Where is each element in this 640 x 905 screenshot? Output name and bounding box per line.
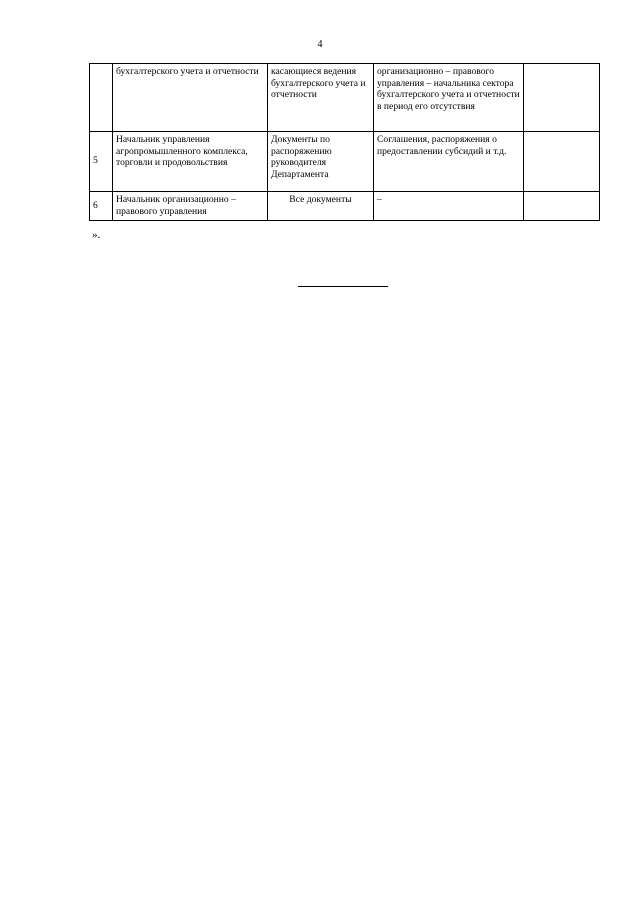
row-number-cell: 5 [90, 132, 113, 192]
delegation-table [89, 63, 600, 221]
documents-cell: Все документы [268, 192, 374, 221]
documents-cell: касающиеся ведения бухгалтерского учета и отчетности [268, 64, 374, 132]
position-cell: бухгалтерского учета и отчетности [113, 64, 268, 132]
subject-cell: Соглашения, распоряжения о предоставлении субсидий и т.д. [374, 132, 524, 192]
position-cell: Начальник организационно – правового управления [113, 192, 268, 221]
table-row [90, 132, 600, 192]
footer-separator-line [298, 286, 388, 287]
table-row [90, 192, 600, 221]
subject-cell: организационно – правового управления – начальника сектора бухгалтерского учета и отчетности в период его отсутствия [374, 64, 524, 132]
position-cell: Начальник управления агропромышленного комплекса, торговли и продовольствия [113, 132, 268, 192]
subject-cell: – [374, 192, 524, 221]
closing-quote-mark: ». [92, 229, 101, 241]
extra-cell [524, 192, 600, 221]
extra-cell [524, 64, 600, 132]
page-number: 4 [317, 39, 323, 50]
table-row [90, 64, 600, 132]
row-number-cell [90, 64, 113, 132]
documents-cell: Документы по распоряжению руководителя Департамента [268, 132, 374, 192]
extra-cell [524, 132, 600, 192]
row-number-cell: 6 [90, 192, 113, 221]
